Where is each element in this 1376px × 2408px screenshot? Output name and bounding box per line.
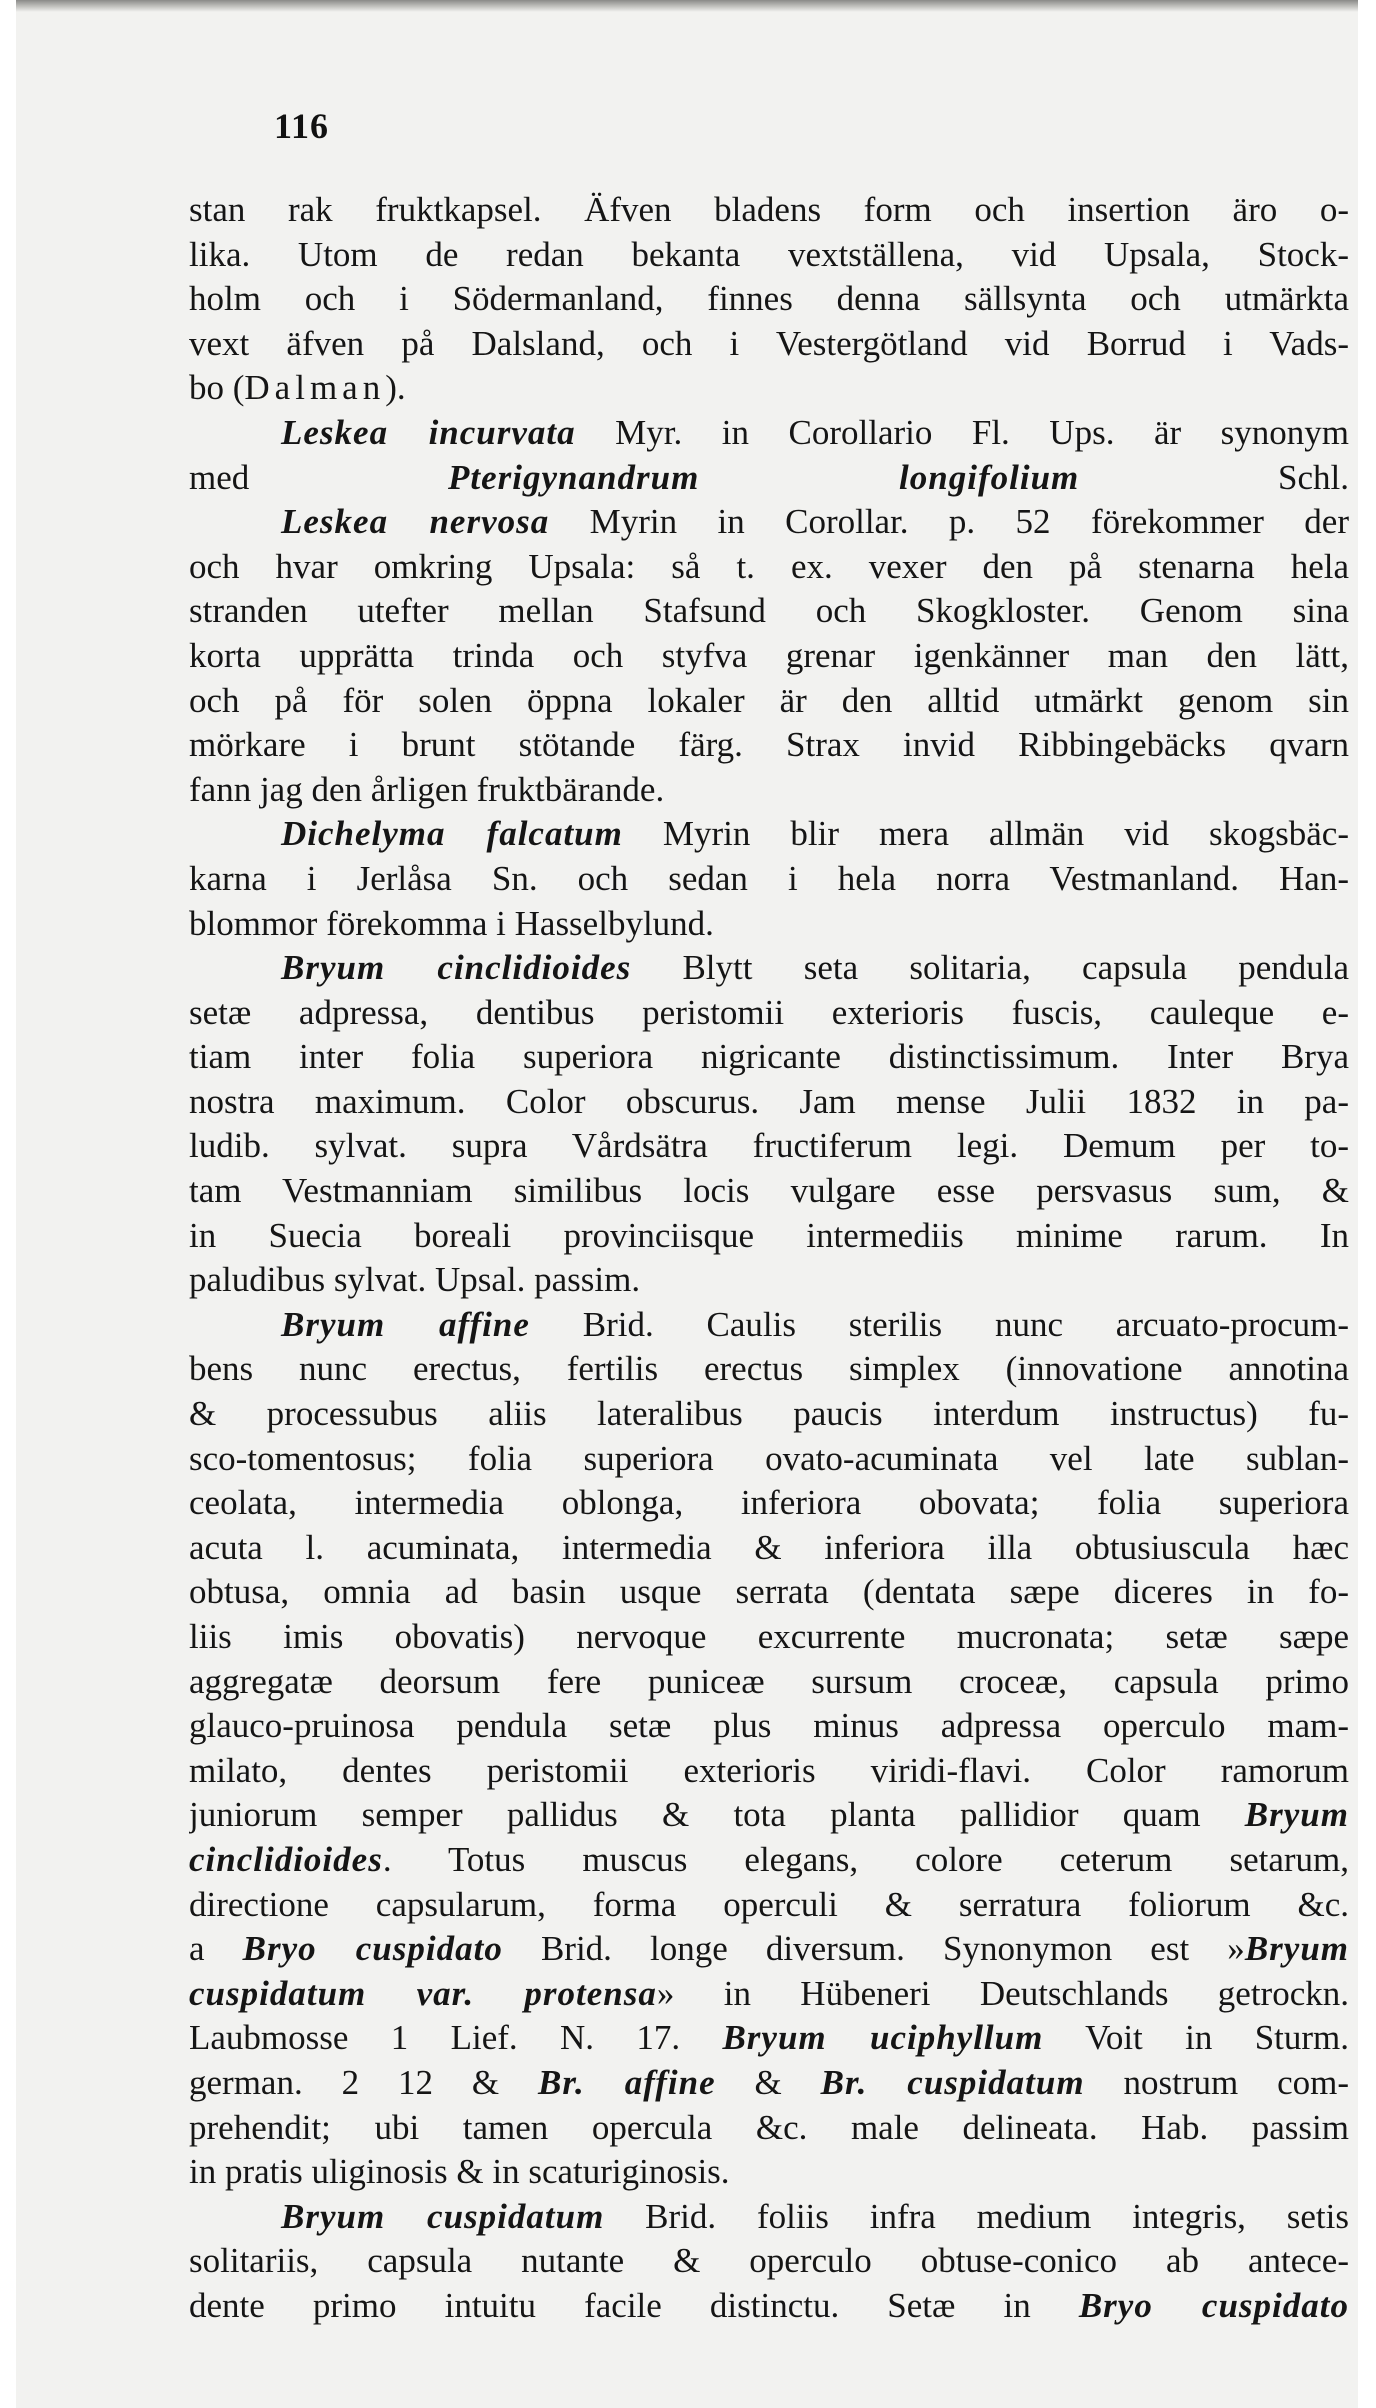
text-line: in pratis uliginosis & in scaturiginosis. <box>189 2152 730 2192</box>
text-line: fann jag den årligen fruktbärande. <box>189 769 665 809</box>
text-line: in Suecia boreali provinciisque intermediis minime rarum. In <box>189 1215 1349 1255</box>
text-line: nostra maximum. Color obscurus. Jam mense Julii 1832 in pa- <box>189 1081 1349 1121</box>
species-name: Bryum uciphyllum <box>722 2018 1044 2058</box>
text-run: » in Hübeneri Deutschlands getrockn. <box>656 1973 1349 2013</box>
text-line: bens nunc erectus, fertilis erectus simplex (innovatione annotina <box>189 1349 1349 1389</box>
species-name: Bryum affine <box>281 1304 530 1344</box>
text-run: a <box>189 1929 243 1969</box>
species-name: Br. cuspidatum <box>820 2062 1085 2102</box>
text-line: stan rak fruktkapsel. Äfven bladens form och insertion äro o- <box>189 190 1349 229</box>
text-line <box>189 2195 1349 2240</box>
species-name: Bryum cuspidatum <box>281 2196 605 2236</box>
text-line: korta upprätta trinda och styfva grenar igenkänner man den lätt, <box>189 635 1349 675</box>
text-run: Brid. Caulis sterilis nunc arcuato-procum- <box>529 1304 1349 1344</box>
page-top-edge-shadow <box>16 0 1358 12</box>
text-run: juniorum semper pallidus & tota planta pallidior quam <box>189 1795 1245 1835</box>
text-line: lika. Utom de redan bekanta vextställena, vid Upsala, Stock- <box>189 234 1349 274</box>
text-line <box>189 456 1349 501</box>
text-line: setæ adpressa, dentibus peristomii exterioris fuscis, cauleque e- <box>189 992 1349 1032</box>
text-line: karna i Jerlåsa Sn. och sedan i hela norra Vestmanland. Han- <box>189 858 1349 898</box>
text-run: . Totus muscus elegans, colore ceterum setarum, <box>382 1839 1349 1879</box>
text-line <box>189 1838 1349 1883</box>
text-line <box>189 1303 1349 1348</box>
text-run: Laubmosse 1 Lief. N. 17. <box>189 2018 723 2058</box>
text-line: liis imis obovatis) nervoque excurrente mucronata; setæ sæpe <box>189 1617 1349 1656</box>
text-run: nostrum com- <box>1084 2062 1349 2102</box>
text-line: prehendit; ubi tamen opercula &c. male delineata. Hab. passim <box>189 2107 1349 2147</box>
text-line: stranden utefter mellan Stafsund och Skogkloster. Genom sina <box>189 591 1349 631</box>
species-name: Leskea incurvata <box>281 412 576 452</box>
page-text-body <box>189 188 1349 2329</box>
text-line: glauco-pruinosa pendula setæ plus minus adpressa operculo mam- <box>189 1706 1349 1746</box>
species-name: Dichelyma falcatum <box>281 814 623 854</box>
text-line <box>189 1972 1349 2017</box>
text-line: tam Vestmanniam similibus locis vulgare esse persvasus sum, & <box>189 1171 1349 1211</box>
text-line: och på för solen öppna lokaler är den alltid utmärkt genom sin <box>189 680 1349 720</box>
text-line: directione capsularum, forma operculi & serratura foliorum &c. <box>189 1884 1349 1924</box>
text-line <box>189 946 1349 991</box>
text-line <box>189 1793 1349 1838</box>
text-run: Brid. longe diversum. Synonymon est » <box>502 1929 1245 1969</box>
species-name: Leskea nervosa <box>281 502 550 542</box>
text-line: ceolata, intermedia oblonga, inferiora obovata; folia superiora <box>189 1483 1349 1523</box>
species-name: Bryum cinclidioides <box>281 948 632 988</box>
text-line: & processubus aliis lateralibus paucis interdum instructus) fu- <box>189 1394 1349 1434</box>
text-run: Myrin blir mera allmän vid skogsbäc- <box>622 814 1349 854</box>
text-run: Myr. in Corollario Fl. Ups. är synonym <box>575 412 1349 452</box>
text-run: dente primo intuitu facile distinctu. Setæ in <box>189 2285 1079 2325</box>
text-run: german. 2 12 & <box>189 2062 539 2102</box>
author-name: Dalman <box>244 368 386 408</box>
text-run: med <box>189 457 449 497</box>
text-line <box>189 411 1349 456</box>
text-line: acuta l. acuminata, intermedia & inferiora illa obtusiuscula hæc <box>189 1527 1349 1567</box>
text-line: blommor förekomma i Hasselbylund. <box>189 903 714 943</box>
text-run: ). <box>385 368 406 408</box>
text-run: Brid. foliis infra medium integris, setis <box>604 2196 1349 2236</box>
text-run: bo ( <box>189 368 245 408</box>
book-page <box>16 0 1358 2408</box>
text-line <box>189 2016 1349 2061</box>
text-line: tiam inter folia superiora nigricante distinctissimum. Inter Brya <box>189 1037 1349 1077</box>
text-line: holm och i Södermanland, finnes denna sällsynta och utmärkta <box>189 279 1349 319</box>
text-run: Voit in Sturm. <box>1043 2018 1349 2058</box>
text-line <box>189 2061 1349 2106</box>
text-line: sco-tomentosus; folia superiora ovato-acuminata vel late sublan- <box>189 1438 1349 1478</box>
text-line <box>189 812 1349 857</box>
text-line: vext äfven på Dalsland, och i Vestergötland vid Borrud i Vads- <box>189 323 1349 363</box>
text-line <box>189 500 1349 545</box>
text-line: solitariis, capsula nutante & operculo obtuse-conico ab antece- <box>189 2241 1349 2281</box>
species-name: cinclidioides <box>189 1839 383 1879</box>
page-number: 116 <box>274 106 330 146</box>
text-line: och hvar omkring Upsala: så t. ex. vexer den på stenarna hela <box>189 546 1349 586</box>
text-line: milato, dentes peristomii exterioris viridi-flavi. Color ramorum <box>189 1750 1349 1790</box>
species-name: Bryum <box>1244 1795 1349 1835</box>
text-line: paludibus sylvat. Upsal. passim. <box>189 1260 641 1300</box>
text-line <box>189 366 1349 411</box>
text-line: obtusa, omnia ad basin usque serrata (dentata sæpe diceres in fo- <box>189 1572 1349 1612</box>
text-line <box>189 1927 1349 1972</box>
text-line: aggregatæ deorsum fere puniceæ sursum croceæ, capsula primo <box>189 1661 1349 1701</box>
text-line: ludib. sylvat. supra Vårdsätra fructiferum legi. Demum per to- <box>189 1126 1349 1166</box>
text-run: & <box>715 2062 821 2102</box>
species-name: Pterigynandrum longifolium <box>448 457 1080 497</box>
species-name: cuspidatum var. protensa <box>189 1973 657 2013</box>
species-name: Bryo cuspidato <box>1078 2285 1349 2325</box>
text-line <box>189 2284 1349 2329</box>
text-line: mörkare i brunt stötande färg. Strax invid Ribbingebäcks qvarn <box>189 725 1349 765</box>
species-name: Br. affine <box>538 2062 716 2102</box>
text-run: Myrin in Corollar. p. 52 förekommer der <box>549 502 1349 542</box>
species-name: Bryo cuspidato <box>242 1929 503 1969</box>
species-name: Bryum <box>1244 1929 1349 1969</box>
text-run: Schl. <box>1079 457 1349 497</box>
text-run: Blytt seta solitaria, capsula pendula <box>631 948 1349 988</box>
